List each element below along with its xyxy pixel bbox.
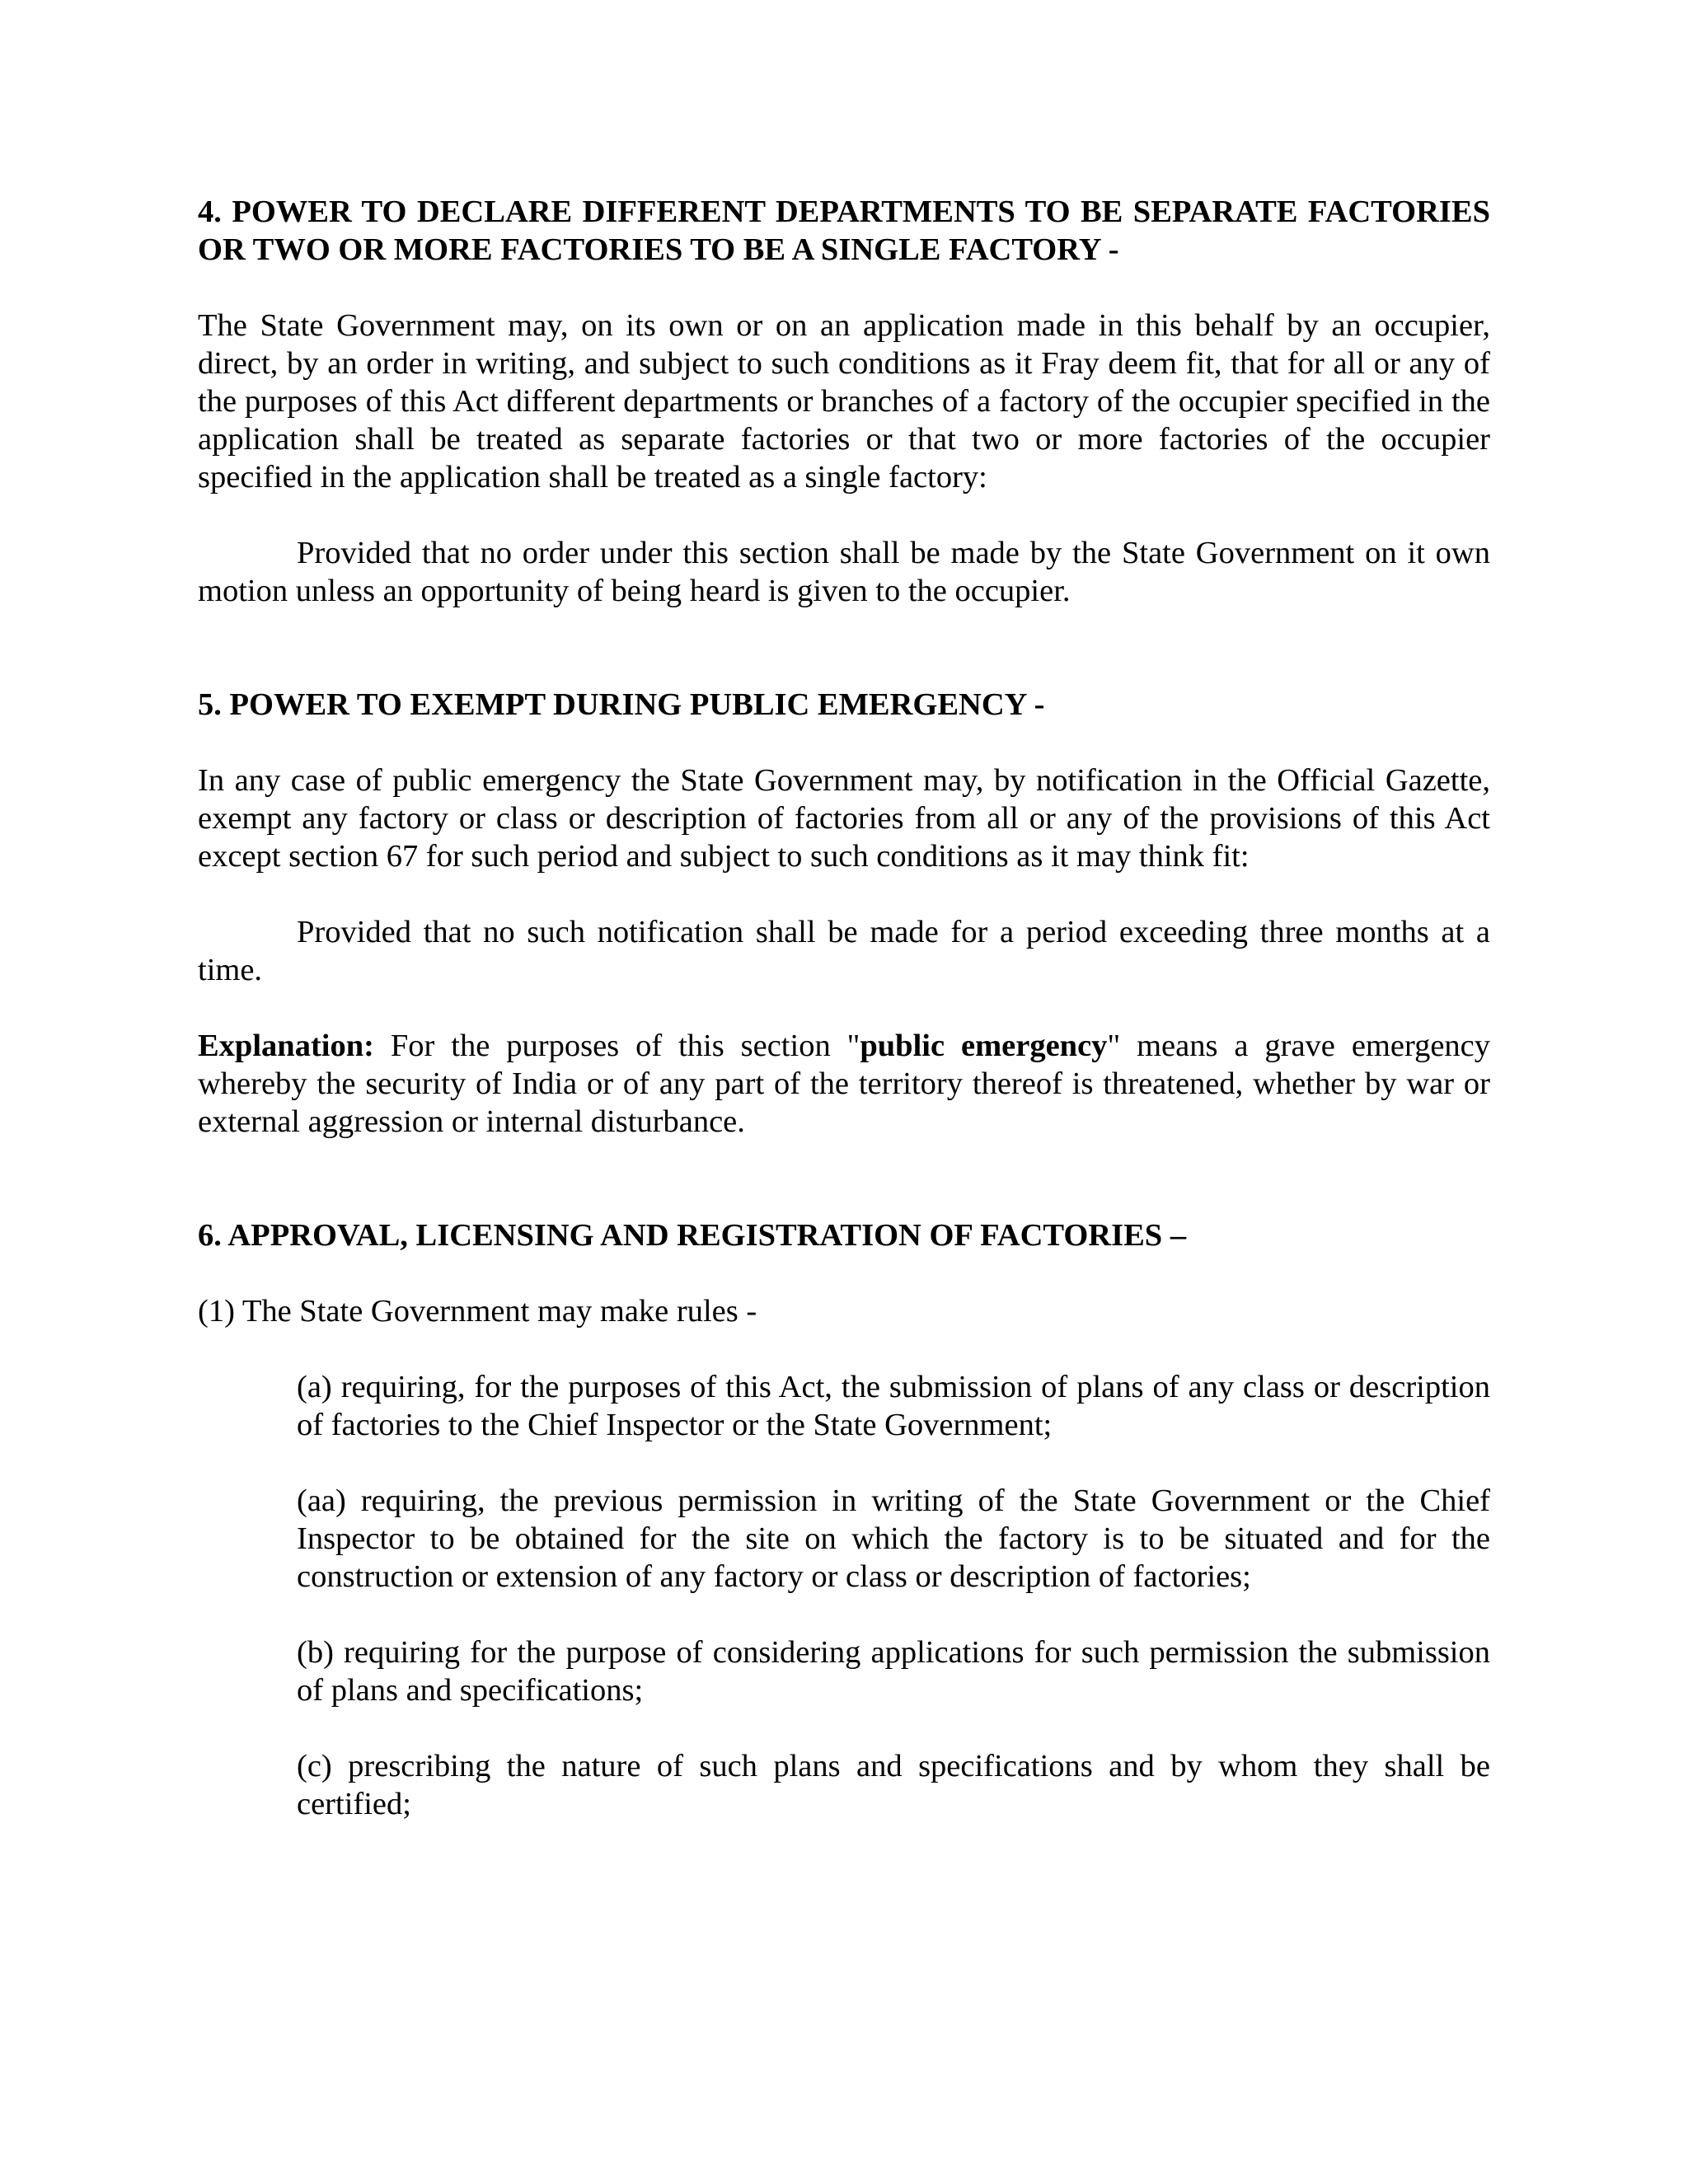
explanation-term: public emergency bbox=[860, 1029, 1108, 1063]
spacer bbox=[198, 1709, 1490, 1747]
spacer bbox=[198, 1141, 1490, 1216]
section-4-heading: 4. POWER TO DECLARE DIFFERENT DEPARTMENTS TO BE SEPARATE FACTORIES OR TWO OR MORE FACTORIES TO BE A SINGLE FACTORY - bbox=[198, 194, 1490, 267]
clause-item-b: (b) requiring for the purpose of considering applications for such permission the submission of plans and specifications; bbox=[297, 1635, 1490, 1708]
spacer bbox=[198, 1330, 1490, 1368]
clause-item-a: (a) requiring, for the purposes of this Act, the submission of plans of any class or description of factories to the Chief Inspector or the State Government; bbox=[297, 1370, 1490, 1442]
spacer bbox=[198, 496, 1490, 534]
section-4-proviso: Provided that no order under this section shall be made by the State Government on it own motion unless an opportunity of being heard is given to the occupier. bbox=[198, 536, 1490, 608]
spacer bbox=[198, 724, 1490, 762]
spacer bbox=[198, 1444, 1490, 1482]
spacer bbox=[198, 269, 1490, 307]
section-6-clause-1: (1) The State Government may make rules - bbox=[198, 1294, 757, 1329]
section-6-heading: 6. APPROVAL, LICENSING AND REGISTRATION OF FACTORIES – bbox=[198, 1218, 1187, 1253]
document-body bbox=[198, 193, 1490, 1823]
spacer bbox=[198, 1254, 1490, 1292]
explanation-text-post: " means a grave emergency whereby the security of India or of any part of the territory thereof is threatened, whether by war or external aggression or internal disturbance. bbox=[198, 1029, 1491, 1139]
explanation-label: Explanation: bbox=[198, 1029, 374, 1063]
section-5-body: In any case of public emergency the State Government may, by notification in the Official Gazette, exempt any factory or class or description of factories from all or any of the provisions of this Act except section 67 for such period and subject to such conditions as it may think fit: bbox=[198, 763, 1490, 874]
section-4-body: The State Government may, on its own or on an application made in this behalf by an occupier, direct, by an order in writing, and subject to such conditions as it Fray deem fit, that for all or any of the purposes of this Act different departments or branches of a factory of the occupier specified in the application shall be treated as separate factories or that two or more factories of the occupier specified in the application shall be treated as a single factory: bbox=[198, 308, 1490, 494]
spacer bbox=[198, 989, 1490, 1027]
section-5-heading: 5. POWER TO EXEMPT DURING PUBLIC EMERGENCY - bbox=[198, 687, 1045, 722]
spacer bbox=[198, 610, 1490, 686]
explanation-text-pre: For the purposes of this section " bbox=[373, 1029, 860, 1063]
spacer bbox=[198, 875, 1490, 913]
clause-item-c: (c) prescribing the nature of such plans and specifications and by whom they shall be certified; bbox=[297, 1749, 1490, 1821]
section-5-proviso: Provided that no such notification shall be made for a period exceeding three months at a time. bbox=[198, 915, 1490, 987]
clause-item-aa: (aa) requiring, the previous permission in writing of the State Government or the Chief Inspector to be obtained for the site on which the factory is to be situated and for the construction or extension of any factory or class or description of factories; bbox=[297, 1483, 1490, 1594]
spacer bbox=[198, 1596, 1490, 1633]
section-5-explanation bbox=[198, 1027, 1490, 1141]
